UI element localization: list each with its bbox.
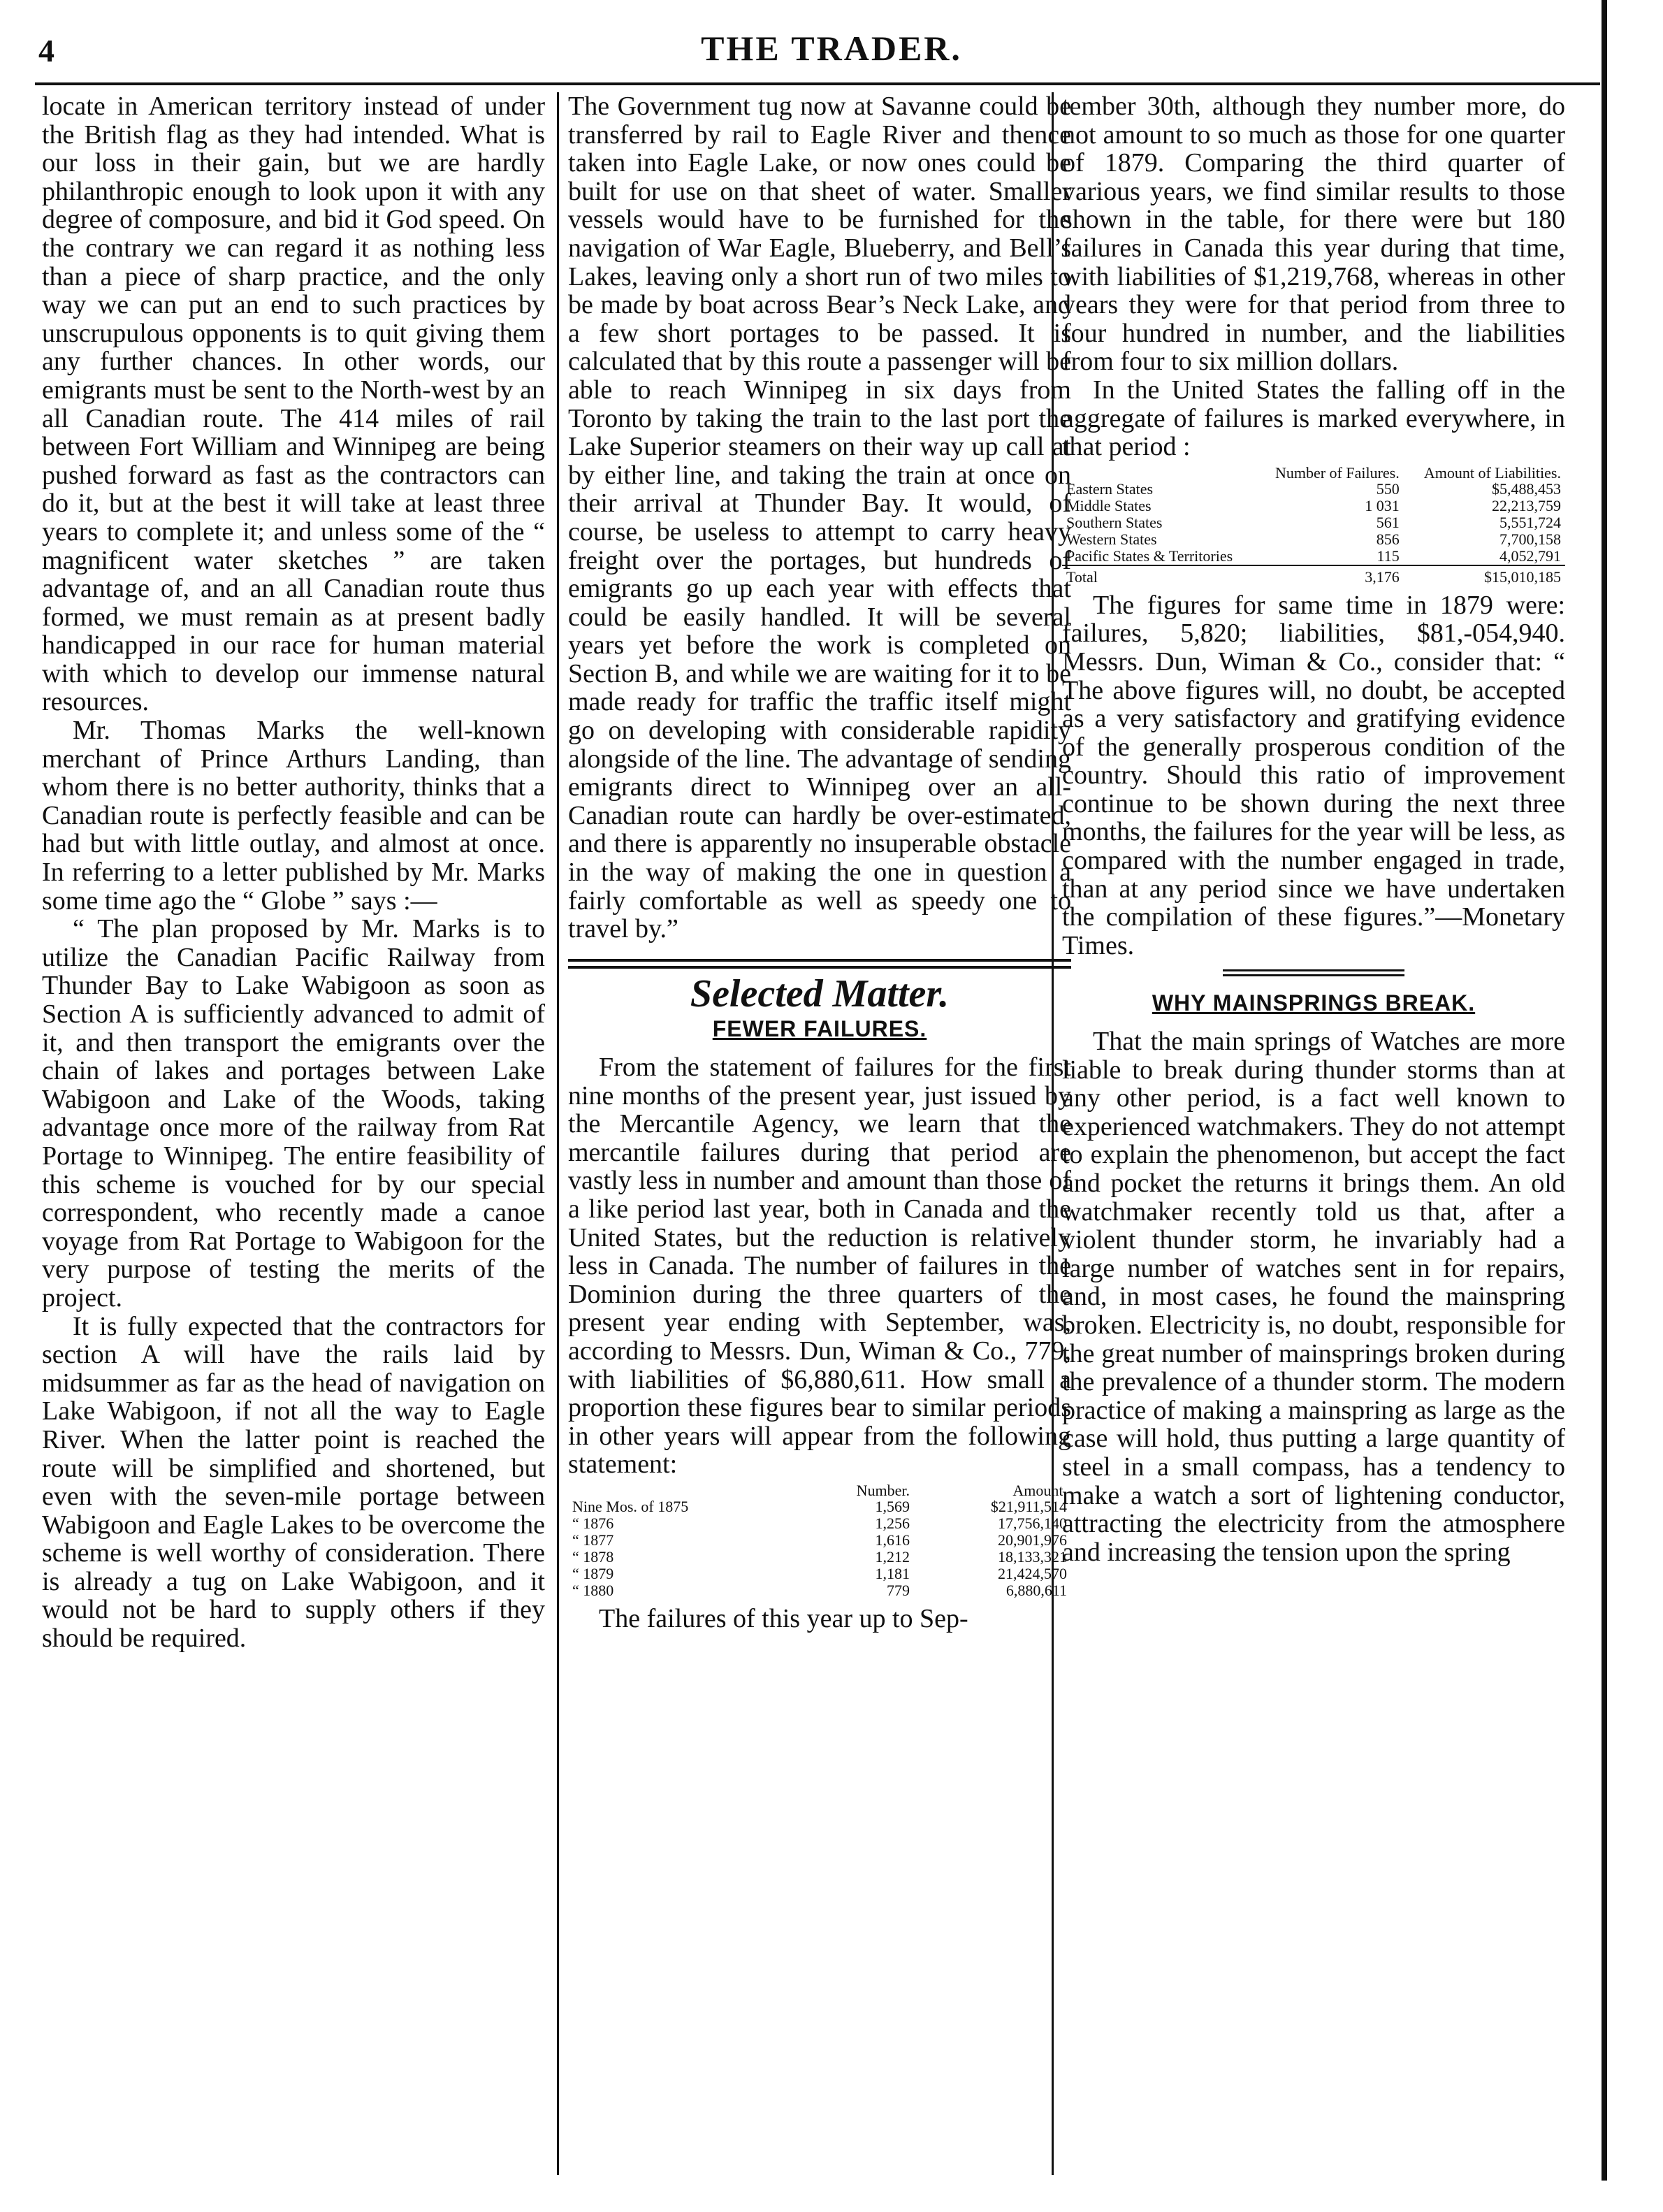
table-cell: 4,052,791: [1499, 547, 1561, 565]
table-cell: “ 1879: [572, 1564, 614, 1582]
col1-paragraph-3: “ The plan proposed by Mr. Marks is to utilize the Canadian Pacific Railway from Thunder Bay to Lake Wabigoon as soon as Section A is sufficiently advanced to admit of it, and then transport the emigrants over the chain of lakes and portages between Lake Wabigoon and Lake of the Woods, taking advantage once more of the railway from Rat Portage to Winnipeg. The entire feasibility of this scheme is vouched for by our special correspondent, who recently made a canoe voyage from Rat Portage to Wabigoon for the very purpose of testing the merits of the project.: [42, 914, 545, 1313]
col3-paragraph-1: tember 30th, although they number more, do not amount to so much as those for one quarter of 1879. Comparing the third quarter of various years, we find similar results to those shown in the table, for there were but 180 failures in Canada this year during that time, with liabilities of $1,219,768, whereas in other years they were for that period from three to four hundred in number, and the liabilities from four to six million dollars.: [1062, 92, 1565, 377]
table-row: [568, 1532, 1071, 1549]
table-cell: Nine Mos. of 1875: [572, 1497, 689, 1515]
column-divider-1: [557, 92, 559, 2175]
table-row: [568, 1566, 1071, 1582]
column-3: [1062, 92, 1565, 1566]
col2-paragraph-1: The Government tug now at Savanne could be transferred by rail to Eagle River and thence taken into Eagle Lake, or now ones could be built for use on that sheet of water. Smaller vessels would have to be furnished for the navigation of War Eagle, Blueberry, and Bell’s Lakes, leaving only a short run of two miles to be made by boat across Bear’s Neck Lake, and a few short portages to be passed. It is calculated that by this route a passenger will be able to reach Winnipeg in six days from Toronto by taking the train to the last port the Lake Superior steamers on their way up call at by either line, and taking the train at once on their arrival at Thunder Bay. It would, of course, be useless to attempt to carry heavy freight over the portages, but hundreds of emigrants go up each year with effects that could be easily handled. It will be several years yet before the work is completed on Section B, and while we are waiting for it to be made ready for traffic the traffic itself might go on developing with considerable rapidity alongside of the line. The advantage of sending emigrants direct to Winnipeg over an all-Canadian route can hardly be over-estimated, and there is apparently no insuperable obstacle in the way of making the one in question a fairly comfortable as well as speedy one to travel by.”: [568, 92, 1071, 944]
table-cell: 3,176: [1256, 565, 1404, 586]
table-cell: 550: [1376, 479, 1400, 498]
table-row: [1062, 498, 1565, 514]
table-cell: 1,181: [875, 1564, 910, 1582]
article-title-fewer-failures: FEWER FAILURES.: [712, 1016, 927, 1042]
table-row: [1062, 548, 1565, 565]
table-cell: Pacific States & Territories: [1066, 547, 1233, 565]
failures-table: [568, 1483, 1071, 1599]
table-cell: “ 1877: [572, 1531, 614, 1549]
section-title: Selected Matter.: [690, 971, 950, 1015]
table-row: [1062, 514, 1565, 531]
table-row: [568, 1515, 1071, 1532]
table-cell: Southern States: [1066, 513, 1163, 531]
us-failures-table: [1062, 465, 1565, 586]
masthead-title: THE TRADER.: [701, 29, 962, 68]
table-row: [568, 1582, 1071, 1599]
table-cell: 779: [886, 1581, 910, 1599]
column-2: [568, 92, 1071, 1633]
table-cell: $5,488,453: [1492, 479, 1561, 498]
table-cell: 22,213,759: [1492, 496, 1561, 514]
table-cell: 1,212: [875, 1547, 910, 1566]
table-cell: 856: [1376, 530, 1400, 548]
table-cell: 20,901,976: [998, 1531, 1067, 1549]
table-cell: 115: [1377, 547, 1400, 565]
table-row: [568, 1498, 1071, 1515]
col3-paragraph-3: The figures for same time in 1879 were: failures, 5,820; liabilities, $81,-054,940. Messrs. Dun, Wiman & Co., consider that: “ The above figures will, no doubt, be accepted as a very satisfactory and gratifying evidence of the generally prosperous condition of the country. Should this ratio of improvement continue to be shown during the next three months, the failures for the year will be less, as compared with the number engaged in trade, than at any period since we have undertaken the compilation of these figures.”—Monetary Times.: [1062, 590, 1565, 960]
page-number: 4: [38, 33, 55, 68]
table-cell: “ 1876: [572, 1514, 614, 1532]
table-cell: 7,700,158: [1499, 530, 1561, 548]
table-header: [568, 1483, 799, 1498]
col2-article-paragraph-1: From the statement of failures for the first nine months of the present year, just issued by the Mercantile Agency, we learn that the mercantile failures during that period are vastly less in number and amount than those of a like period last year, both in Canada and the United States, but the reduction is relatively less in Canada. The number of failures in the Dominion during the three quarters of the present year ending with September, was, according to Messrs. Dun, Wiman & Co., 779, with liabilities of $6,880,611. How small a proportion these figures bear to similar periods in other years will appear from the following statement:: [568, 1053, 1071, 1480]
table-cell: “ 1878: [572, 1547, 614, 1566]
table-cell: $15,010,185: [1404, 565, 1565, 586]
right-margin-rule: [1602, 0, 1607, 2181]
col2-closing-line: The failures of this year up to Sep-: [599, 1603, 968, 1633]
article-separator-rule: [1223, 969, 1404, 976]
table-header: Amount of Liabilities.: [1423, 463, 1561, 482]
column-1: [42, 92, 545, 1653]
col1-paragraph-1: locate in American territory instead of under the British flag as they had intended. What is our loss in their gain, but we are hardly philanthropic enough to look upon it with any degree of composure, and bid it God speed. On the contrary we can regard it as nothing less than a piece of sharp practice, and the only way we can put an end to such practices by unscrupulous opponents is to quit giving them any further chances. In other words, our emigrants must be sent to the North-west by an all Canadian route. The 414 miles of rail between Fort William and Winnipeg are being pushed forward as fast as the contractors can do it, but at the best it will take at least three years to complete it; and unless some of the “ magnificent water sketches ” are taken advantage of, and an all Canadian route thus formed, we must remain as at present badly handicapped in our race for human material with which to develop our immense natural resources.: [42, 92, 545, 717]
col3-paragraph-2: In the United States the falling off in the aggregate of failures is marked everywhere, in that period :: [1062, 375, 1565, 462]
table-cell: 1,616: [875, 1531, 910, 1549]
table-header: Amount.: [1012, 1481, 1067, 1499]
table-cell: 561: [1376, 513, 1400, 531]
article-title-mainsprings: WHY MAINSPRINGS BREAK.: [1152, 990, 1476, 1016]
table-row: [1062, 531, 1565, 548]
table-cell: Middle States: [1066, 496, 1152, 514]
table-total-row: [1062, 565, 1565, 586]
table-cell: $21,911,514: [990, 1497, 1067, 1515]
table-cell: 17,756,140: [998, 1514, 1067, 1532]
table-header: Number.: [856, 1481, 910, 1499]
table-cell: 18,133,321: [998, 1547, 1067, 1566]
table-cell: 21,424,570: [998, 1564, 1067, 1582]
col1-paragraph-2: Mr. Thomas Marks the well-known merchant of Prince Arthurs Landing, than whom there is no better authority, thinks that a Canadian route is perfectly feasible and can be had but with little outlay, and almost at once. In referring to a letter published by Mr. Marks some time ago the “ Globe ” says :—: [42, 716, 545, 916]
table-cell: 5,551,724: [1499, 513, 1561, 531]
table-cell: 1,256: [875, 1514, 910, 1532]
table-cell: Total: [1062, 565, 1256, 586]
table-row: [1062, 481, 1565, 498]
col1-paragraph-4: It is fully expected that the contractors for section A will have the rails laid by midsummer as far as the head of navigation on Lake Wabigoon, if not all the way to Eagle River. When the latter point is reached the route will be simplified and shortened, but even with the seven-mile portage between Wabigoon and Eagle Lakes to be overcome the scheme is well worthy of consideration. There is already a tug on Lake Wabigoon, and it would not be hard to supply others if they should be required.: [42, 1311, 545, 1654]
table-cell: Eastern States: [1066, 479, 1154, 498]
section-rule: [568, 959, 1071, 969]
table-row: [568, 1549, 1071, 1566]
table-cell: 1 031: [1365, 496, 1400, 514]
col3-article-paragraph-1: That the main springs of Watches are more liable to break during thunder storms than at any other period, is a fact well known to experienced watchmakers. They do not attempt to explain the phenomenon, but accept the fact and pocket the returns it brings them. An old watchmaker recently told us that, after a violent thunder storm, he invariably had a large number of watches sent in for repairs, and, in most cases, he found the mainspring broken. Electricity is, no doubt, responsible for the great number of mainsprings broken during the prevalence of a thunder storm. The modern practice of making a mainspring as large as the case will hold, thus putting a large quantity of steel in a small compass, has a tendency to make a watch a sort of lightening conductor, attracting the electricity from the atmosphere and increasing the tension upon the spring: [1062, 1027, 1565, 1567]
table-header: Number of Failures.: [1275, 463, 1400, 482]
header-rule: [35, 82, 1600, 85]
table-cell: 6,880,611: [1005, 1581, 1067, 1599]
table-header: [1062, 465, 1256, 481]
table-cell: “ 1880: [572, 1581, 614, 1599]
table-cell: Western States: [1066, 530, 1157, 548]
table-cell: 1,569: [875, 1497, 910, 1515]
